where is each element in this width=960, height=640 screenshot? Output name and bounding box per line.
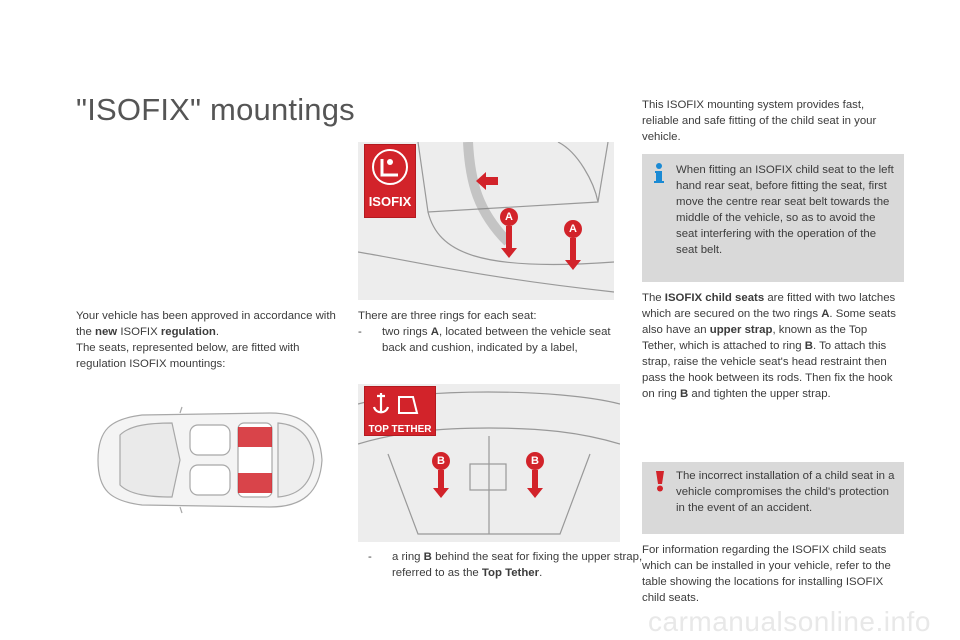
isofix-badge-label: ISOFIX — [368, 194, 412, 209]
ring-a-marker-left: A — [500, 208, 518, 258]
isofix-badge — [364, 144, 416, 218]
top-tether-badge-label: TOP TETHER — [368, 424, 432, 435]
ring-b-marker-left: B — [432, 452, 450, 498]
child-seats-paragraph: The ISOFIX child seats are fitted with two latches which are secured on the two rings A. Some seats also have an upper strap, known as the Top Tether, which is attached to ring B. To attach this strap, raise the vehicle seat's head restraint then pass the hook between its rods. Then fix the hook on ring B and tighten the upper strap. — [642, 292, 896, 400]
info-icon — [650, 162, 668, 184]
anchor-icon — [365, 387, 435, 419]
belt-arrow-icon — [476, 172, 498, 190]
rings-heading: There are three rings for each seat: — [358, 310, 537, 322]
ring-a-marker-right: A — [564, 220, 582, 270]
warning-note — [642, 462, 904, 534]
information-paragraph: For information regarding the ISOFIX child seats which can be installed in your vehicle, refer to the table showing the locations for installing ISOFIX child seats. — [642, 544, 891, 604]
watermark: carmanualsonline.info — [648, 606, 931, 637]
top-tether-badge — [364, 386, 436, 436]
top-tether-photo — [358, 384, 620, 542]
isofix-rings-photo — [358, 142, 614, 300]
page-title: "ISOFIX" mountings — [76, 92, 355, 127]
rings-description — [358, 308, 624, 356]
intro-paragraph — [76, 308, 338, 372]
ring-b-marker-right: B — [526, 452, 544, 498]
warning-note-text: The incorrect installation of a child seat in a vehicle compromises the child's protection in the event of an accident. — [676, 470, 895, 514]
car-top-view-diagram — [80, 405, 330, 515]
intro-line-2: The seats, represented below, are fitted with regulation ISOFIX mountings: — [76, 342, 300, 370]
system-intro: This ISOFIX mounting system provides fast, reliable and safe fitting of the child seat in your vehicle. — [642, 99, 877, 143]
intro-line-1: Your vehicle has been approved in accordance with the new ISOFIX regulation. — [76, 310, 336, 338]
child-seat-icon — [365, 145, 415, 189]
info-note-text: When fitting an ISOFIX child seat to the left hand rear seat, before fitting the seat, first move the centre rear seat belt towards the middle of the vehicle, so as to avoid the seat interfering with the operation of the seat belt. — [676, 164, 894, 256]
rings-item-a: - two rings A, located between the vehicle seat back and cushion, indicated by a label, — [358, 326, 611, 354]
info-note — [642, 154, 904, 282]
rings-item-b: - a ring B behind the seat for fixing the upper strap, referred to as the Top Tether. — [368, 551, 643, 579]
warning-icon — [650, 470, 670, 492]
